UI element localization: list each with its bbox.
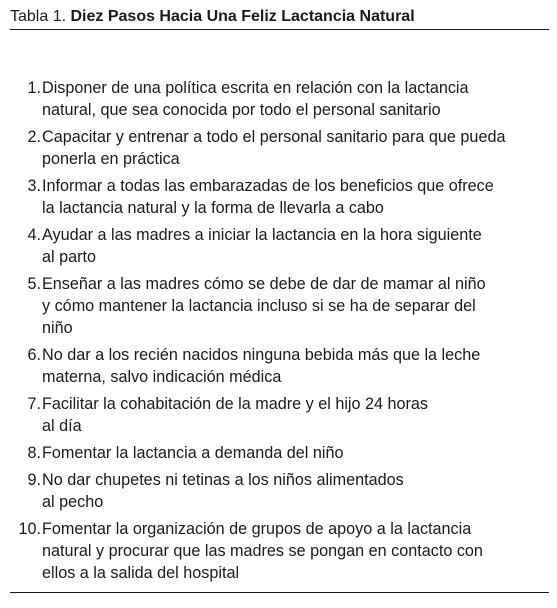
step-text-line: materna, salvo indicación médica: [42, 368, 282, 386]
step-text: [42, 273, 547, 339]
table-caption: [10, 0, 547, 29]
list-item: [10, 442, 547, 464]
step-number: 8.: [27, 444, 41, 462]
caption-title: Diez Pasos Hacia Una Feliz Lactancia Natural: [70, 8, 415, 25]
list-item: [10, 126, 547, 170]
step-text: [42, 442, 547, 464]
list-item: [10, 224, 547, 268]
step-text: [42, 393, 547, 437]
step-text-line: al parto: [42, 248, 96, 266]
step-text-line: al día: [42, 417, 82, 435]
step-text-line: ponerla en práctica: [42, 150, 180, 168]
step-number: 9.: [27, 471, 41, 489]
step-number: 4.: [27, 226, 41, 244]
list-item: [10, 518, 547, 584]
step-text-line: ellos a la salida del hospital: [42, 564, 240, 582]
step-text: [42, 77, 547, 121]
step-text-line: Fomentar la organización de grupos de apoyo a la lactancia: [42, 520, 472, 538]
step-text: [42, 469, 547, 513]
step-text-line: Fomentar la lactancia a demanda del niño: [42, 444, 344, 462]
step-text-line: natural, que sea conocida por todo el personal sanitario: [42, 101, 441, 119]
list-item: [10, 469, 547, 513]
step-text-line: Disponer de una política escrita en relación con la lactancia: [42, 79, 469, 97]
step-text-line: la lactancia natural y la forma de llevarla a cabo: [42, 199, 384, 217]
list-item: [10, 393, 547, 437]
step-text: [42, 224, 547, 268]
step-text-line: natural y procurar que las madres se pongan en contacto con: [42, 542, 483, 560]
step-text-line: Enseñar a las madres cómo se debe de dar de mamar al niño: [42, 275, 486, 293]
step-number: 7.: [27, 395, 41, 413]
step-text-line: Facilitar la cohabitación de la madre y el hijo 24 horas: [42, 395, 429, 413]
list-item: [10, 273, 547, 339]
step-text-line: al pecho: [42, 493, 104, 511]
bottom-rule: [10, 592, 549, 593]
step-number: 10.: [18, 520, 41, 538]
list-item: [10, 344, 547, 388]
step-text-line: Capacitar y entrenar a todo el personal sanitario para que pueda: [42, 128, 506, 146]
step-number: 3.: [27, 177, 41, 195]
caption-prefix: Tabla 1.: [10, 8, 67, 25]
list-item: [10, 175, 547, 219]
step-text: [42, 126, 547, 170]
step-text-line: Ayudar a las madres a iniciar la lactancia en la hora siguiente: [42, 226, 482, 244]
step-text-line: y cómo mantener la lactancia incluso si se ha de separar del: [42, 297, 476, 315]
step-text-line: No dar a los recién nacidos ninguna bebida más que la leche: [42, 346, 481, 364]
step-text-line: No dar chupetes ni tetinas a los niños alimentados: [42, 471, 404, 489]
step-text: [42, 518, 547, 584]
top-rule: [10, 29, 549, 30]
list-item: [10, 77, 547, 121]
step-text-line: Informar a todas las embarazadas de los beneficios que ofrece: [42, 177, 494, 195]
steps-list: [10, 77, 547, 589]
step-number: 5.: [27, 275, 41, 293]
step-text-line: niño: [42, 319, 73, 337]
step-number: 1.: [27, 79, 41, 97]
step-text: [42, 344, 547, 388]
step-text: [42, 175, 547, 219]
step-number: 6.: [27, 346, 41, 364]
step-number: 2.: [27, 128, 41, 146]
